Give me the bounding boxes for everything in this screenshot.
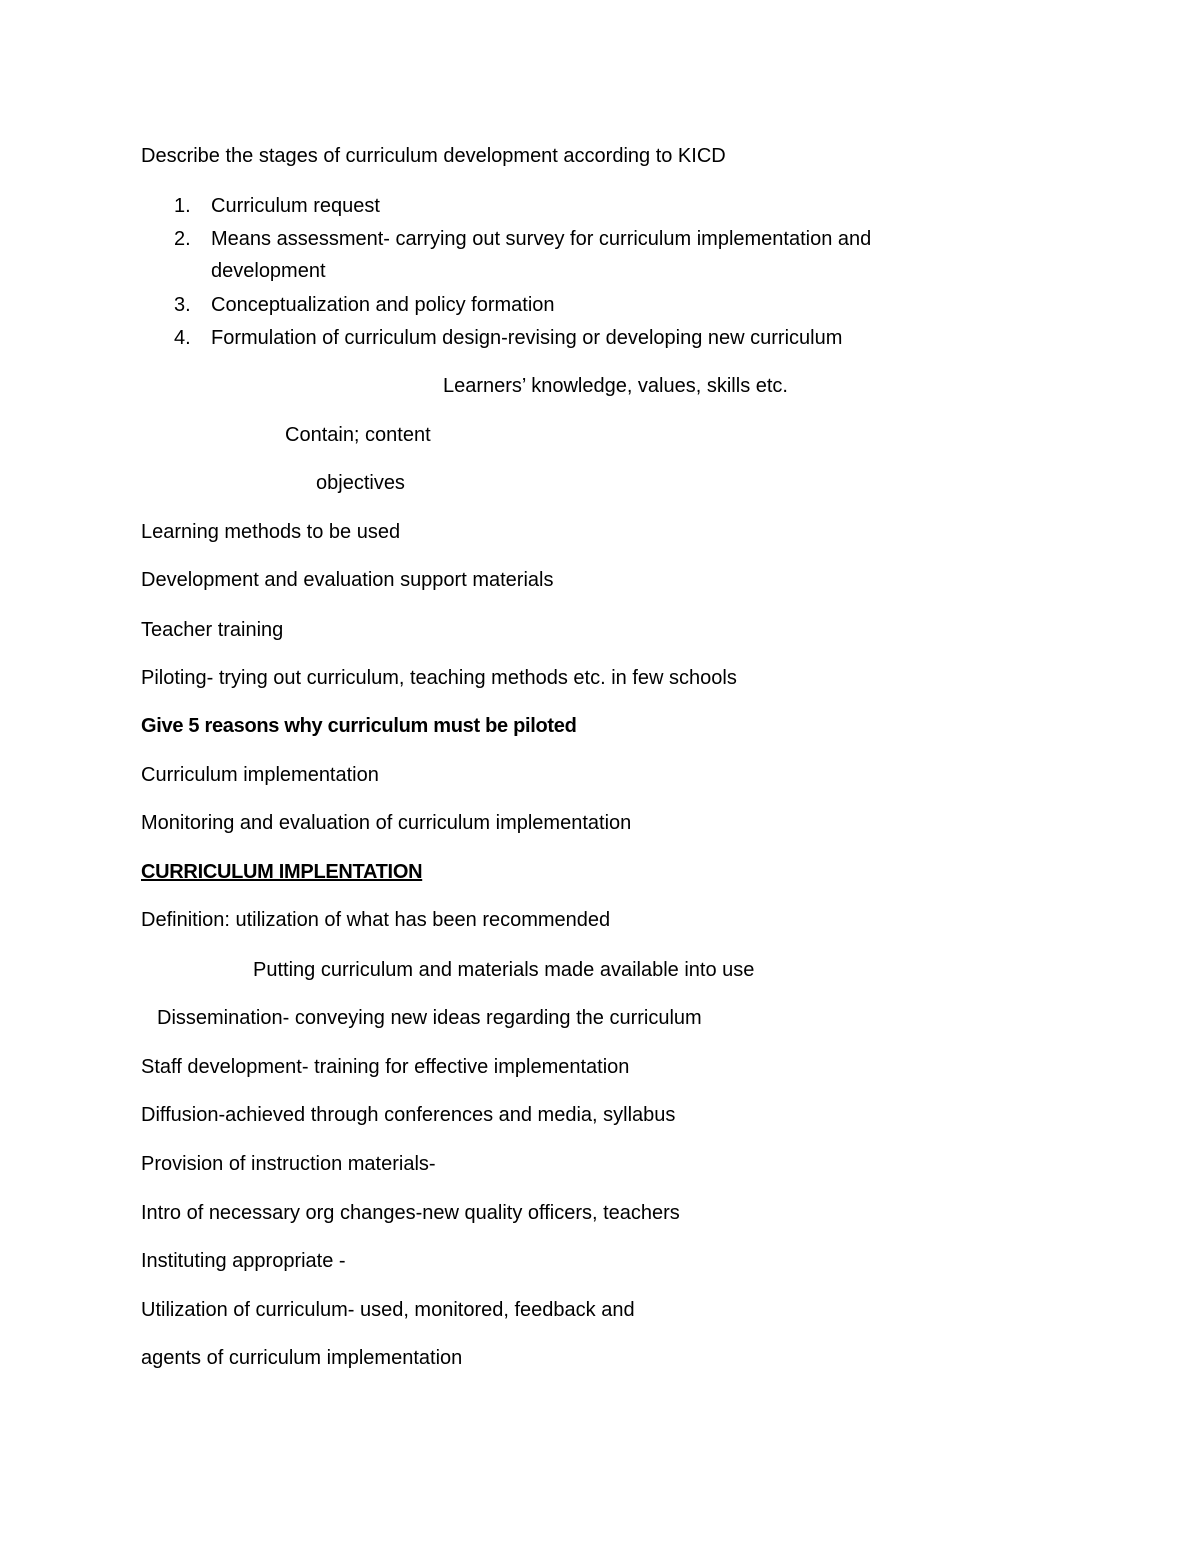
instituting-line: Instituting appropriate -: [141, 1250, 346, 1272]
section-title: CURRICULUM IMPLENTATION: [141, 861, 423, 883]
list-number: 2.: [174, 228, 191, 250]
learning-methods-line: Learning methods to be used: [141, 521, 401, 543]
list-number: 4.: [174, 327, 191, 349]
definition-line: Definition: utilization of what has been recommended: [141, 909, 611, 931]
utilization-line: Utilization of curriculum- used, monitored, feedback and: [141, 1299, 635, 1321]
dissemination-line: Dissemination- conveying new ideas regarding the curriculum: [157, 1007, 702, 1029]
learners-line: Learners’ knowledge, values, skills etc.: [443, 375, 788, 397]
monitoring-line: Monitoring and evaluation of curriculum implementation: [141, 812, 632, 834]
contain-line: Contain; content: [285, 424, 431, 446]
list-text: Conceptualization and policy formation: [211, 294, 555, 316]
list-number: 3.: [174, 294, 191, 316]
dev-eval-line: Development and evaluation support materials: [141, 569, 554, 591]
objectives-line: objectives: [316, 472, 405, 494]
list-text: Curriculum request: [211, 195, 380, 217]
curriculum-implementation-line: Curriculum implementation: [141, 764, 379, 786]
diffusion-line: Diffusion-achieved through conferences and media, syllabus: [141, 1104, 676, 1126]
putting-line: Putting curriculum and materials made available into use: [253, 959, 755, 981]
page-heading: Describe the stages of curriculum development according to KICD: [141, 145, 726, 167]
provision-line: Provision of instruction materials-: [141, 1153, 436, 1175]
piloting-line: Piloting- trying out curriculum, teaching methods etc. in few schools: [141, 667, 737, 689]
teacher-training-line: Teacher training: [141, 619, 284, 641]
list-text: Formulation of curriculum design-revising or developing new curriculum: [211, 327, 843, 349]
list-number: 1.: [174, 195, 191, 217]
intro-line: Intro of necessary org changes-new quality officers, teachers: [141, 1202, 680, 1224]
list-text-continuation: development: [211, 260, 326, 282]
staff-development-line: Staff development- training for effective implementation: [141, 1056, 630, 1078]
agents-line: agents of curriculum implementation: [141, 1347, 463, 1369]
question-heading: Give 5 reasons why curriculum must be piloted: [141, 715, 577, 737]
list-text: Means assessment- carrying out survey for curriculum implementation and: [211, 228, 872, 250]
